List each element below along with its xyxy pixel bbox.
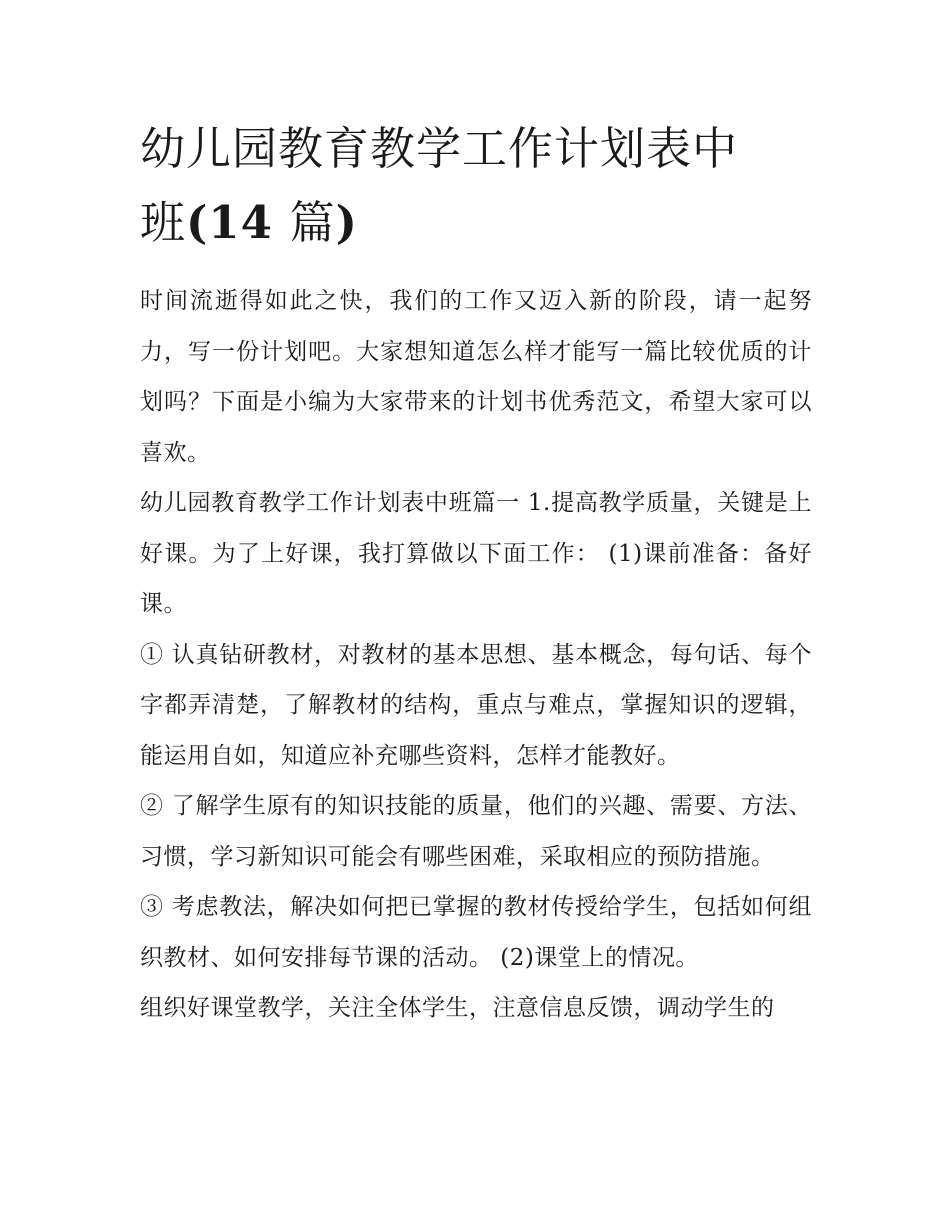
paragraph-item-1: ① 认真钻研教材，对教材的基本思想、基本概念，每句话、每个字都弄清楚，了解教材的结构，重点与难点，掌握知识的逻辑，能运用自如，知道应补充哪些资料，怎样才能教好。 (140, 641, 812, 769)
title-line-2-prefix: 班 (140, 196, 187, 249)
paragraph-intro: 时间流逝得如此之快，我们的工作又迈入新的阶段，请一起努力，写一份计划吧。大家想知道怎么样才能写一篇比较优质的计划吗？下面是小编为大家带来的计划书优秀范文，希望大家可以喜欢。 (140, 288, 812, 466)
paragraph-classroom: 组织好课堂教学，关注全体学生，注意信息反馈，调动学生的 (140, 995, 775, 1021)
title-count-close: ) (335, 196, 358, 249)
document-page (140, 112, 812, 1034)
title-count-unit: 篇 (289, 196, 336, 249)
title-line-1: 幼儿园教育教学工作计划表中 (140, 122, 739, 175)
paragraph-section-one: 幼儿园教育教学工作计划表中班篇一 1.提高教学质量，关键是上好课。为了上好课，我打算做以下面工作： (1)课前准备：备好课。 (140, 490, 812, 617)
document-title (140, 112, 812, 260)
title-count-open: (14 (186, 196, 290, 249)
paragraph-item-3: ③ 考虑教法，解决如何把已掌握的教材传授给学生，包括如何组织教材、如何安排每节课的活动。 (2)课堂上的情况。 (140, 894, 812, 971)
paragraph-item-2: ② 了解学生原有的知识技能的质量，他们的兴趣、需要、方法、习惯，学习新知识可能会有哪些困难，采取相应的预防措施。 (140, 793, 812, 870)
